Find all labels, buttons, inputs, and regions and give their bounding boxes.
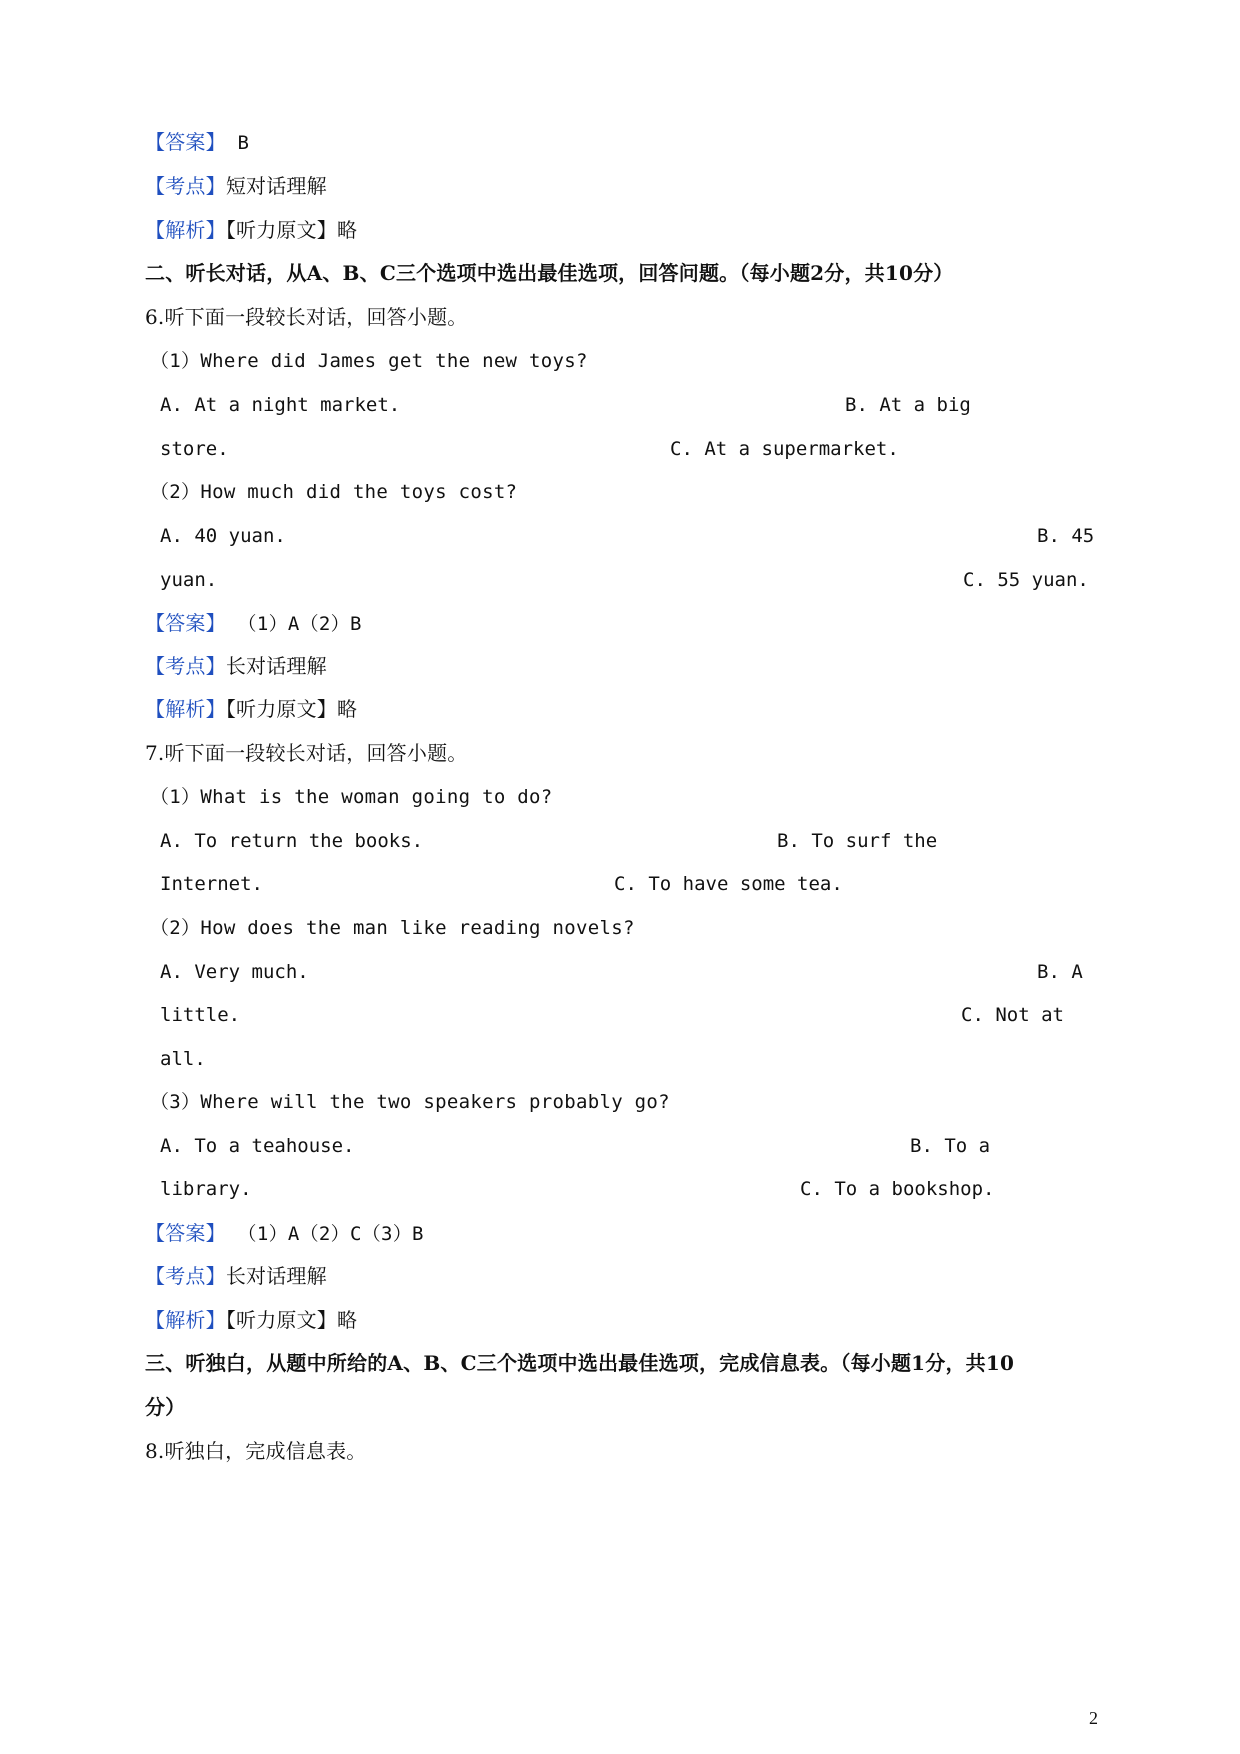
q6-title: 6.听下面一段较长对话，回答小题。 (145, 305, 468, 329)
q7-sub1-option-b: B. To surf the (777, 830, 938, 852)
q7-sub2-option-c-cont: all. (160, 1048, 206, 1070)
q7-title: 7.听下面一段较长对话，回答小题。 (145, 741, 468, 765)
answer-line-5 (145, 127, 249, 158)
q6-sub1-stem: （1）Where did James get the new toys? (150, 350, 588, 372)
q7-sub2-stem: （2）How does the man like reading novels? (150, 917, 635, 939)
answer-label: 【答案】 (145, 1221, 226, 1245)
q6-sub1-option-b-cont: store. (160, 438, 229, 460)
answer-value: B (225, 132, 250, 154)
q7-sub1-option-b-cont: Internet. (160, 873, 263, 895)
q7-sub1-option-c: C. To have some tea. (614, 873, 843, 895)
point-label: 【考点】 (145, 654, 226, 678)
point-label: 【考点】 (145, 1264, 226, 1288)
answer-line-7 (145, 1218, 424, 1249)
q6-sub2-stem: （2）How much did the toys cost? (150, 481, 518, 503)
analysis-line-7 (145, 1305, 357, 1335)
q7-sub3-option-a: A. To a teahouse. (160, 1135, 355, 1157)
q6-sub2-option-b-cont: yuan. (160, 569, 218, 591)
section3-heading-line2: 分） (145, 1395, 186, 1419)
q6-sub1-option-a: A. At a night market. (160, 394, 401, 416)
analysis-label: 【解析】 (145, 218, 226, 242)
point-line-5 (145, 171, 327, 201)
answer-line-6 (145, 608, 362, 639)
point-label: 【考点】 (145, 174, 226, 198)
answer-label: 【答案】 (145, 130, 226, 154)
q7-sub1-stem: （1）What is the woman going to do? (150, 786, 553, 808)
answer-label: 【答案】 (145, 611, 226, 635)
analysis-value: 【听力原文】略 (225, 697, 358, 721)
section2-heading: 二、听长对话，从A、B、C三个选项中选出最佳选项，回答问题。（每小题2分，共10分） (145, 261, 954, 285)
q6-sub1-option-c: C. At a supermarket. (670, 438, 899, 460)
q7-sub3-option-b-cont: library. (160, 1178, 252, 1200)
q8-title: 8.听独白，完成信息表。 (145, 1439, 367, 1463)
analysis-value: 【听力原文】略 (225, 218, 358, 242)
analysis-label: 【解析】 (145, 1308, 226, 1332)
analysis-value: 【听力原文】略 (225, 1308, 358, 1332)
q6-sub2-option-c: C. 55 yuan. (963, 569, 1089, 591)
page-number: 2 (1089, 1708, 1098, 1728)
q7-sub2-option-b: B. A (1037, 961, 1083, 983)
point-line-6 (145, 651, 327, 681)
q7-sub2-option-a: A. Very much. (160, 961, 309, 983)
q7-sub2-option-b-cont: little. (160, 1004, 241, 1026)
point-value: 短对话理解 (225, 174, 327, 198)
q7-sub3-stem: （3）Where will the two speakers probably go? (150, 1091, 670, 1113)
analysis-line-6 (145, 694, 357, 724)
answer-value: （1）A（2）B (225, 613, 362, 635)
q7-sub1-option-a: A. To return the books. (160, 830, 424, 852)
analysis-line-5 (145, 215, 357, 245)
q7-sub3-option-c: C. To a bookshop. (800, 1178, 995, 1200)
section3-heading-line1: 三、听独白，从题中所给的A、B、C三个选项中选出最佳选项，完成信息表。（每小题1分，共10 (145, 1351, 1015, 1375)
point-value: 长对话理解 (225, 1264, 327, 1288)
answer-value: （1）A（2）C（3）B (225, 1223, 424, 1245)
analysis-label: 【解析】 (145, 697, 226, 721)
q6-sub1-option-b: B. At a big (845, 394, 971, 416)
point-line-7 (145, 1261, 327, 1291)
q6-sub2-option-b: B. 45 (1037, 525, 1095, 547)
q7-sub3-option-b: B. To a (910, 1135, 991, 1157)
q7-sub2-option-c: C. Not at (961, 1004, 1064, 1026)
point-value: 长对话理解 (225, 654, 327, 678)
q6-sub2-option-a: A. 40 yuan. (160, 525, 286, 547)
